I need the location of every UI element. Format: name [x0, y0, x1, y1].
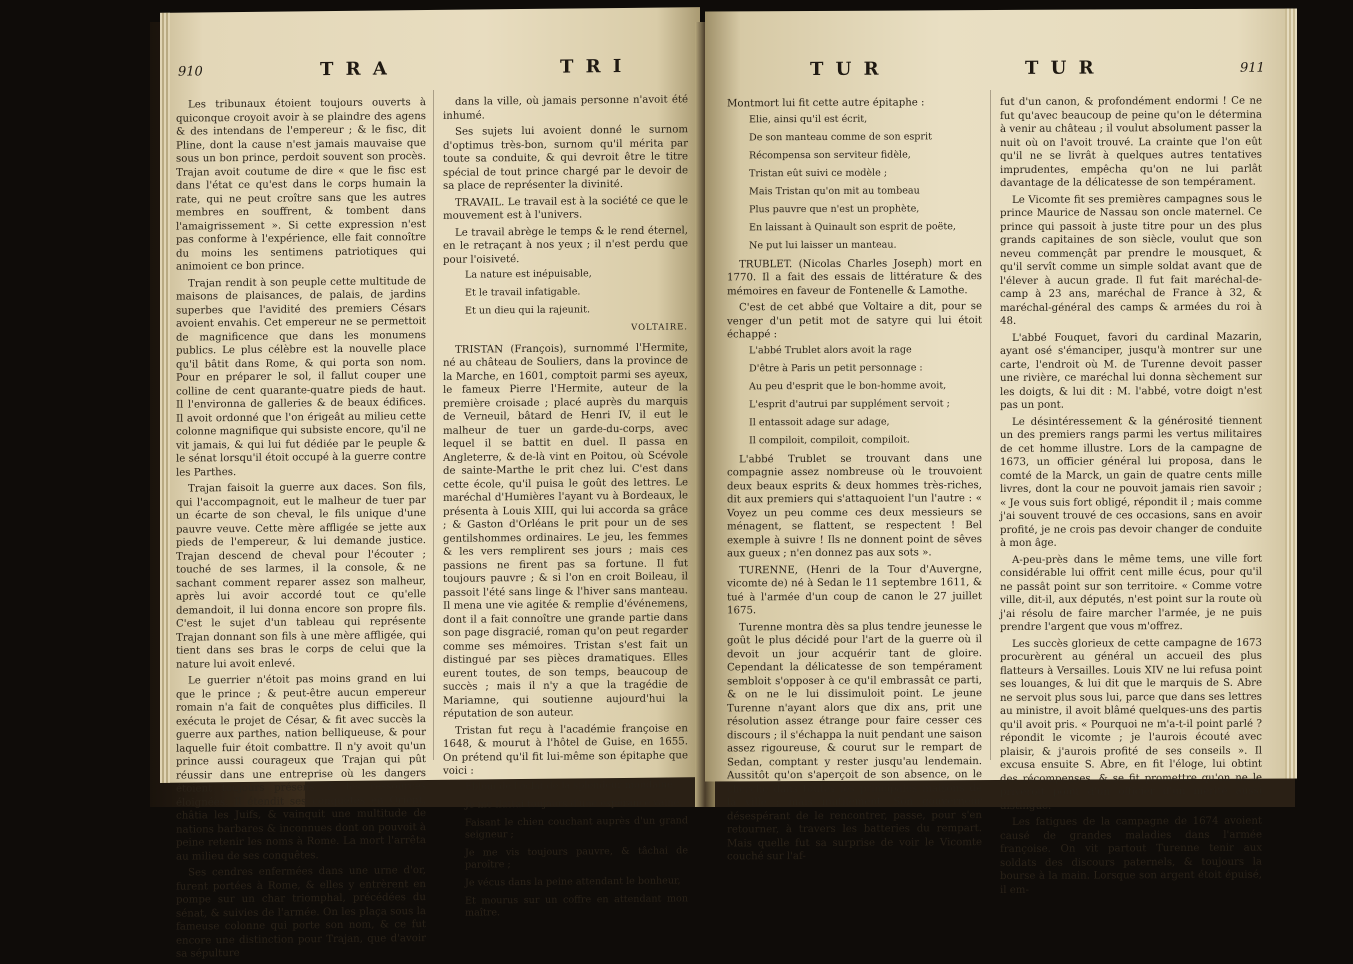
running-header-right: T R I	[560, 55, 625, 78]
verse-line: Mais Tristan qu'on mit au tombeau	[749, 184, 920, 197]
verse-line: Et le travail infatigable.	[465, 286, 581, 299]
paragraph: Le désintéressement & la générosité tiennent un des premiers rangs parmi les vertus militaires de cet homme illustre. Lors de la campagne de 1673, un officier général lui proposa, dans le comté de la Marck, un gain de quatre cents mille livres, dont la cour ne pouvoit jamais rien savoir ; « Je vous suis fort obligé, répondit il ; mais comme j'ai souvent trouvé de ces occasions, sans en avoir profité, je ne crois pas devoir changer de conduite à mon âge.	[1000, 415, 1262, 550]
right-column-2	[1000, 95, 1262, 900]
verse-line: Faisant le chien couchant auprès d'un grand seigneur ;	[465, 814, 688, 841]
paragraph: Ses cendres enfermées dans une urne d'or, furent portées à Rome, & elles y entrèrent en pompe sur un char triomphal, précédées du sénat, & suivies de l'armée. On les plaça sous la fameuse colonne qui porte son nom, & ce fut encore une distinction pour Trajan, que d'avoir sa sépulture	[176, 865, 426, 960]
running-header-right: T U R	[1025, 57, 1097, 79]
left-column-1	[176, 96, 426, 964]
entry-trublet: TRUBLET. (Nicolas Charles Joseph) mort en 1770. Il a fait des essais de littérature & des mémoires en faveur de Fontenelle & Lamothe.	[727, 257, 982, 297]
paragraph: Les fatigues de la campagne de 1674 avoient causé de grandes maladies dans l'armée françoise. On vit partout Turenne tenir aux soldats des discours paternels, & toujours la bourse à la main. Lorsque son argent étoit épuisé, il em-	[1000, 815, 1262, 896]
verse-line: Elie, ainsi qu'il est écrit,	[749, 113, 868, 125]
page-edges-left	[160, 13, 170, 783]
paragraph: dans la ville, où jamais personne n'avoit été inhumé.	[443, 94, 688, 122]
verse-line: Récompensa son serviteur fidèle,	[749, 148, 911, 161]
paragraph: L'abbé Trublet se trouvant dans une compagnie assez nombreuse où le trouvoient deux beaux esprits & deux hommes très-riches, dit aux premiers qui s'attaquoient l'un l'autre : « Voyez un peu comme ces deux messieurs se ménagent, se flattent, se respectent ! Bel exemple à suivre ! Ils ne donnent point de sêves aux gueux ; n'en donnez pas aux sots ».	[727, 452, 982, 560]
paragraph: Tristan fut reçu à l'académie françoise en 1648, & mourut à l'hôtel de Guise, en 1655. On prétend qu'il fit lui-même son épitaphe que voici :	[443, 722, 688, 777]
verse-line: La nature est inépuisable,	[465, 268, 592, 281]
verse-line: Il compiloit, compiloit, compiloit.	[749, 433, 910, 446]
paragraph: Le guerrier n'étoit pas moins grand en lui que le prince ; & peut-être aucun empereur romain n'a fait de conquêtes plus difficiles. Il exécuta le projet de César, & fit avec succès la guerre aux parthes, nation belliqueuse, & pour laquelle fuir étoit combattre. Il n'y avoit qu'un prince aussi courageux que Trajan qui pût réussir dans une entreprise où les dangers étoient toujours présens, & les ressources éloignées. Il étendit ses conquêtes en Orient, châtia les Juifs, & vainquit une multitude de nations barbares & inconnues dont on pouvoit à peine retenir les noms à Rome. La mort l'arrêta au milieu de ses conquêtes.	[176, 673, 426, 863]
verse-line: Et mourus sur un coffre en attendant mon maître.	[465, 892, 688, 919]
paragraph: L'abbé Fouquet, favori du cardinal Mazarin, ayant osé s'émanciper, jusqu'à montrer sur une carte, l'endroit où M. de Turenne devoit passer une rivière, ce maréchal lui donna sèchement sur les doigts, & lui dit : M. l'abbé, votre doigt n'est pas un pont.	[1000, 331, 1262, 412]
verse-line: Je vécus dans la peine attendant le bonheur,	[465, 874, 681, 889]
verse-line: Et un dieu qui la rajeunit.	[465, 304, 590, 317]
column-divider	[433, 90, 434, 760]
verse-line: D'être à Paris un petit personnage :	[749, 361, 923, 374]
right-column-1	[727, 96, 982, 867]
verse-signature: VOLTAIRE.	[631, 322, 688, 333]
page-number: 911	[1240, 60, 1265, 76]
running-header-left: T R A	[320, 58, 390, 81]
paragraph: Trajan rendit à son peuple cette multitude de maisons de plaisances, de palais, de jardins superbes que l'avidité des premiers Césars avoient envahis. Cet empereur ne se permettoit de magnificence que dans les monumens publics. Le plus célèbre est la nouvelle place qu'il bâtit dans Rome, & qui porta son nom. Pour en préparer le sol, il fallut couper une colline de cent quarante-quatre pieds de haut. Il l'environna de galleries & de beaux édifices. Il avoit ordonné que l'on érigeât au milieu cette colonne magnifique qui subsiste encore, qu'il ne vit jamais, & qui lui fut dédiée par le peuple & le sénat lorsqu'il étoit occupé à la guerre contre les Parthes.	[176, 275, 426, 479]
verse-line: Tristan eût suivi ce modèle ;	[749, 167, 888, 179]
verse-line: En laissant à Quinault son esprit de poëte,	[749, 220, 956, 233]
verse-line: Je me flattai toujours d'une espérance vaine,	[465, 796, 683, 811]
entry-turenne: TURENNE, (Henri de la Tour d'Auvergne, vicomte de) né à Sedan le 11 septembre 1611, & tué à l'armée d'un coup de canon le 27 juillet 1675.	[727, 563, 982, 617]
column-divider	[990, 90, 991, 760]
paragraph: Les succès glorieux de cette campagne de 1673 procurèrent au général un accueil des plus flatteurs à Versailles. Louis XIV ne lui refusa point ses louanges, & lui dit que le marquis de S. Abre ne servoit plus sous lui, parce que dans ses lettres au ministre, il avoit blâmé quelques-uns des partis qu'il avoit pris. « Pourquoi ne m'a-t-il point parlé ? répondit le vicomte ; je l'aurois écouté avec plaisir, & j'aurois profité de ses conseils ». Il excusa ensuite S. Abre, en fit l'éloge, lui obtint des récompenses, & se fit promettre qu'on ne le priveroit point d'un officier d'un mérite aussi distingué.	[1000, 637, 1262, 812]
paragraph: A-peu-près dans le même tems, une ville fort considérable lui offrit cent mille écus, pour qu'il ne passât point sur son territoire. « Comme votre ville, dit-il, aux députés, n'est point sur la route où j'ai résolu de faire marcher l'armée, je ne puis prendre l'argent que vous m'offrez.	[1000, 553, 1262, 634]
paragraph: Ses sujets lui avoient donné le surnom d'optimus très-bon, surnom qu'il mérita par toute sa conduite, & qui devroit être le titre spécial de tout prince chargé par le devoir de sa place de représenter la divinité.	[443, 124, 688, 192]
verse-line: Il entassoit adage sur adage,	[749, 416, 890, 428]
paragraph: C'est de cet abbé que Voltaire a dit, pour se venger d'un petit mot de satyre qui lui étoit échappé :	[727, 301, 982, 341]
paragraph: Trajan faisoit la guerre aux daces. Son fils, qui l'accompagnoit, eut le malheur de tuer par un écarte de son cheval, le fils unique d'une pauvre veuve. Cette mère affligée se jette aux pieds de l'empereur, & lui demande justice. Trajan descend de cheval pour l'écouter ; touché de ses larmes, il la console, & ne sachant comment reparer assez son malheur, après lui avoir accordé tout ce qu'elle demandoit, il lui donna encore son propre fils. C'est le sujet d'un tableau qui représente Trajan donnant son fils à une mère affligée, qui tient dans ses bras le corps de celui que la nature lui avoit enlevé.	[176, 481, 426, 671]
paragraph: Le Vicomte fit ses premières campagnes sous le prince Maurice de Nassau son oncle maternel. Ce prince qui passoit à juste titre pour un des plus grands capitaines de son siècle, voulut que son neveu commençât par prendre le mousquet, & qu'il servît comme un simple soldat avant que de l'élever à aucun grade. Il fut fait maréchal-de-camp à 23 ans, maréchal de France à 32, & maréchal-général des camps & armées du roi à 48.	[1000, 193, 1262, 328]
right-page	[705, 8, 1297, 896]
verse-line: Plus pauvre que n'est un prophète,	[749, 202, 920, 215]
verse-line: De son manteau comme de son esprit	[749, 130, 932, 143]
verse-line: Au peu d'esprit que le bon-homme avoit,	[749, 379, 947, 392]
verse-line: L'esprit d'autrui par supplément servoit ;	[749, 397, 950, 410]
entry-tristan: TRISTAN (François), surnommé l'Hermite, né au château de Souliers, dans la province de la Marche, en 1601, comptoit parmi ses ayeux, le fameux Pierre l'Hermite, auteur de la première croisade ; placé auprès du marquis de Verneuil, bâtard de Henri IV, il eut le malheur de tuer un garde-du-corps, avec lequel il se battit en duel. Il passa en Angleterre, & de-là vint en Poitou, où Scévole de sainte-Marthe le prit chez lui. C'est dans cette école, qu'il puisa le goût des lettres. Le maréchal d'Humières l'ayant vu à Bordeaux, le présenta à Louis XIII, qui lui accorda sa grâce ; & Gaston d'Orléans le prit pour un de ses gentilshommes ordinaires. Le jeu, les femmes & les vers remplirent ses jours ; mais ces passions ne firent pas sa fortune. Il fut toujours pauvre ; & si l'on en croit Boileau, il passoit l'été sans linge & l'hiver sans manteau. Il mena une vie agitée & remplie d'événemens, dont il a fait connoître une grande partie dans son page disgracié, roman qu'on peut regarder comme ses mémoires. Tristan s'est fait un distingué par ses pièces dramatiques. Elles eurent toutes, de son temps, beaucoup de succès ; mais il n'y a que la tragédie de Mariamne, qui soutienne aujourd'hui la réputation de son auteur.	[443, 341, 688, 720]
left-page	[160, 7, 700, 960]
paragraph: fut d'un canon, & profondément endormi ! Ce ne fut qu'avec beaucoup de peine qu'on le détermina à venir au château ; il voulut absolument passer la nuit où on l'avoit trouvé. La crainte que l'on eût qu'il ne se livrât à quelques autres tentatives imprudentes, empêcha qu'on ne lui parlât davantage de la délicatesse de son tempérament.	[1000, 95, 1262, 190]
paragraph: Montmort lui fit cette autre épitaphe :	[727, 97, 925, 110]
verse-line: Ne put lui laisser un manteau.	[749, 239, 897, 251]
verse-line: Ebloui de l'éclat de la splendeur mondaine,	[465, 778, 676, 793]
paragraph: Turenne montra dès sa plus tendre jeunesse le goût le plus décidé pour l'art de la guerre où il devoit un jour acquérir tant de gloire. Cependant la délicatesse de son tempérament sembloit s'opposer à ce qu'il embrassât ce parti, & on ne le lui dissimuloit point. Le jeune Turenne n'ayant alors que dix ans, prit une résolution assez étrange pour faire cesser ces discours ; il s'échappa la nuit pendant une saison assez rigoureuse, & courut sur le rempart de Sedan, comptant y rester jusqu'au lendemain. Aussitôt qu'on s'aperçoit de son absence, on le cherche dans toutes les principales maisons de la ville ; mais inutilement. Son gouverneur désespérant de le rencontrer, passe, pour s'en retourner, à travers les batteries du rempart. Mais quelle fut sa surprise de voir le Vicomte couché sur l'af-	[727, 620, 982, 863]
verse-line: Je me vis toujours pauvre, & tâchai de paroître ;	[465, 844, 688, 871]
verse-line: L'abbé Trublet alors avoit la rage	[749, 343, 912, 356]
entry-travail: TRAVAIL. Le travail est à la société ce que le mouvement est à l'univers.	[443, 194, 688, 222]
left-column-2	[443, 93, 688, 925]
page-edges-right	[1285, 8, 1297, 778]
page-number: 910	[178, 64, 203, 80]
running-header-left: T U R	[810, 58, 882, 81]
paragraph: Le travail abrège le temps & le rend éternel, en le retraçant à nos yeux ; il n'est perdu que pour l'oisiveté.	[443, 224, 688, 266]
paragraph: Les tribunaux étoient toujours ouverts à quiconque croyoit avoir à se plaindre des agens & des intendans de l'empereur ; & le fisc, dit Pline, dont la cause n'est jamais mauvaise que sous un bon prince, perdoit souvent son procès. Trajan avoit coutume de dire « que le fisc est dans l'état ce qu'est dans le corps humain la rate, qui ne peut croître sans que les autres membres en souffrent, & tombent dans l'amaigrissement ». Si cette expression n'est pas conforme à l'expérience, elle fait connoître du moins les sentimens patriotiques qui animoient ce bon prince.	[176, 97, 426, 273]
